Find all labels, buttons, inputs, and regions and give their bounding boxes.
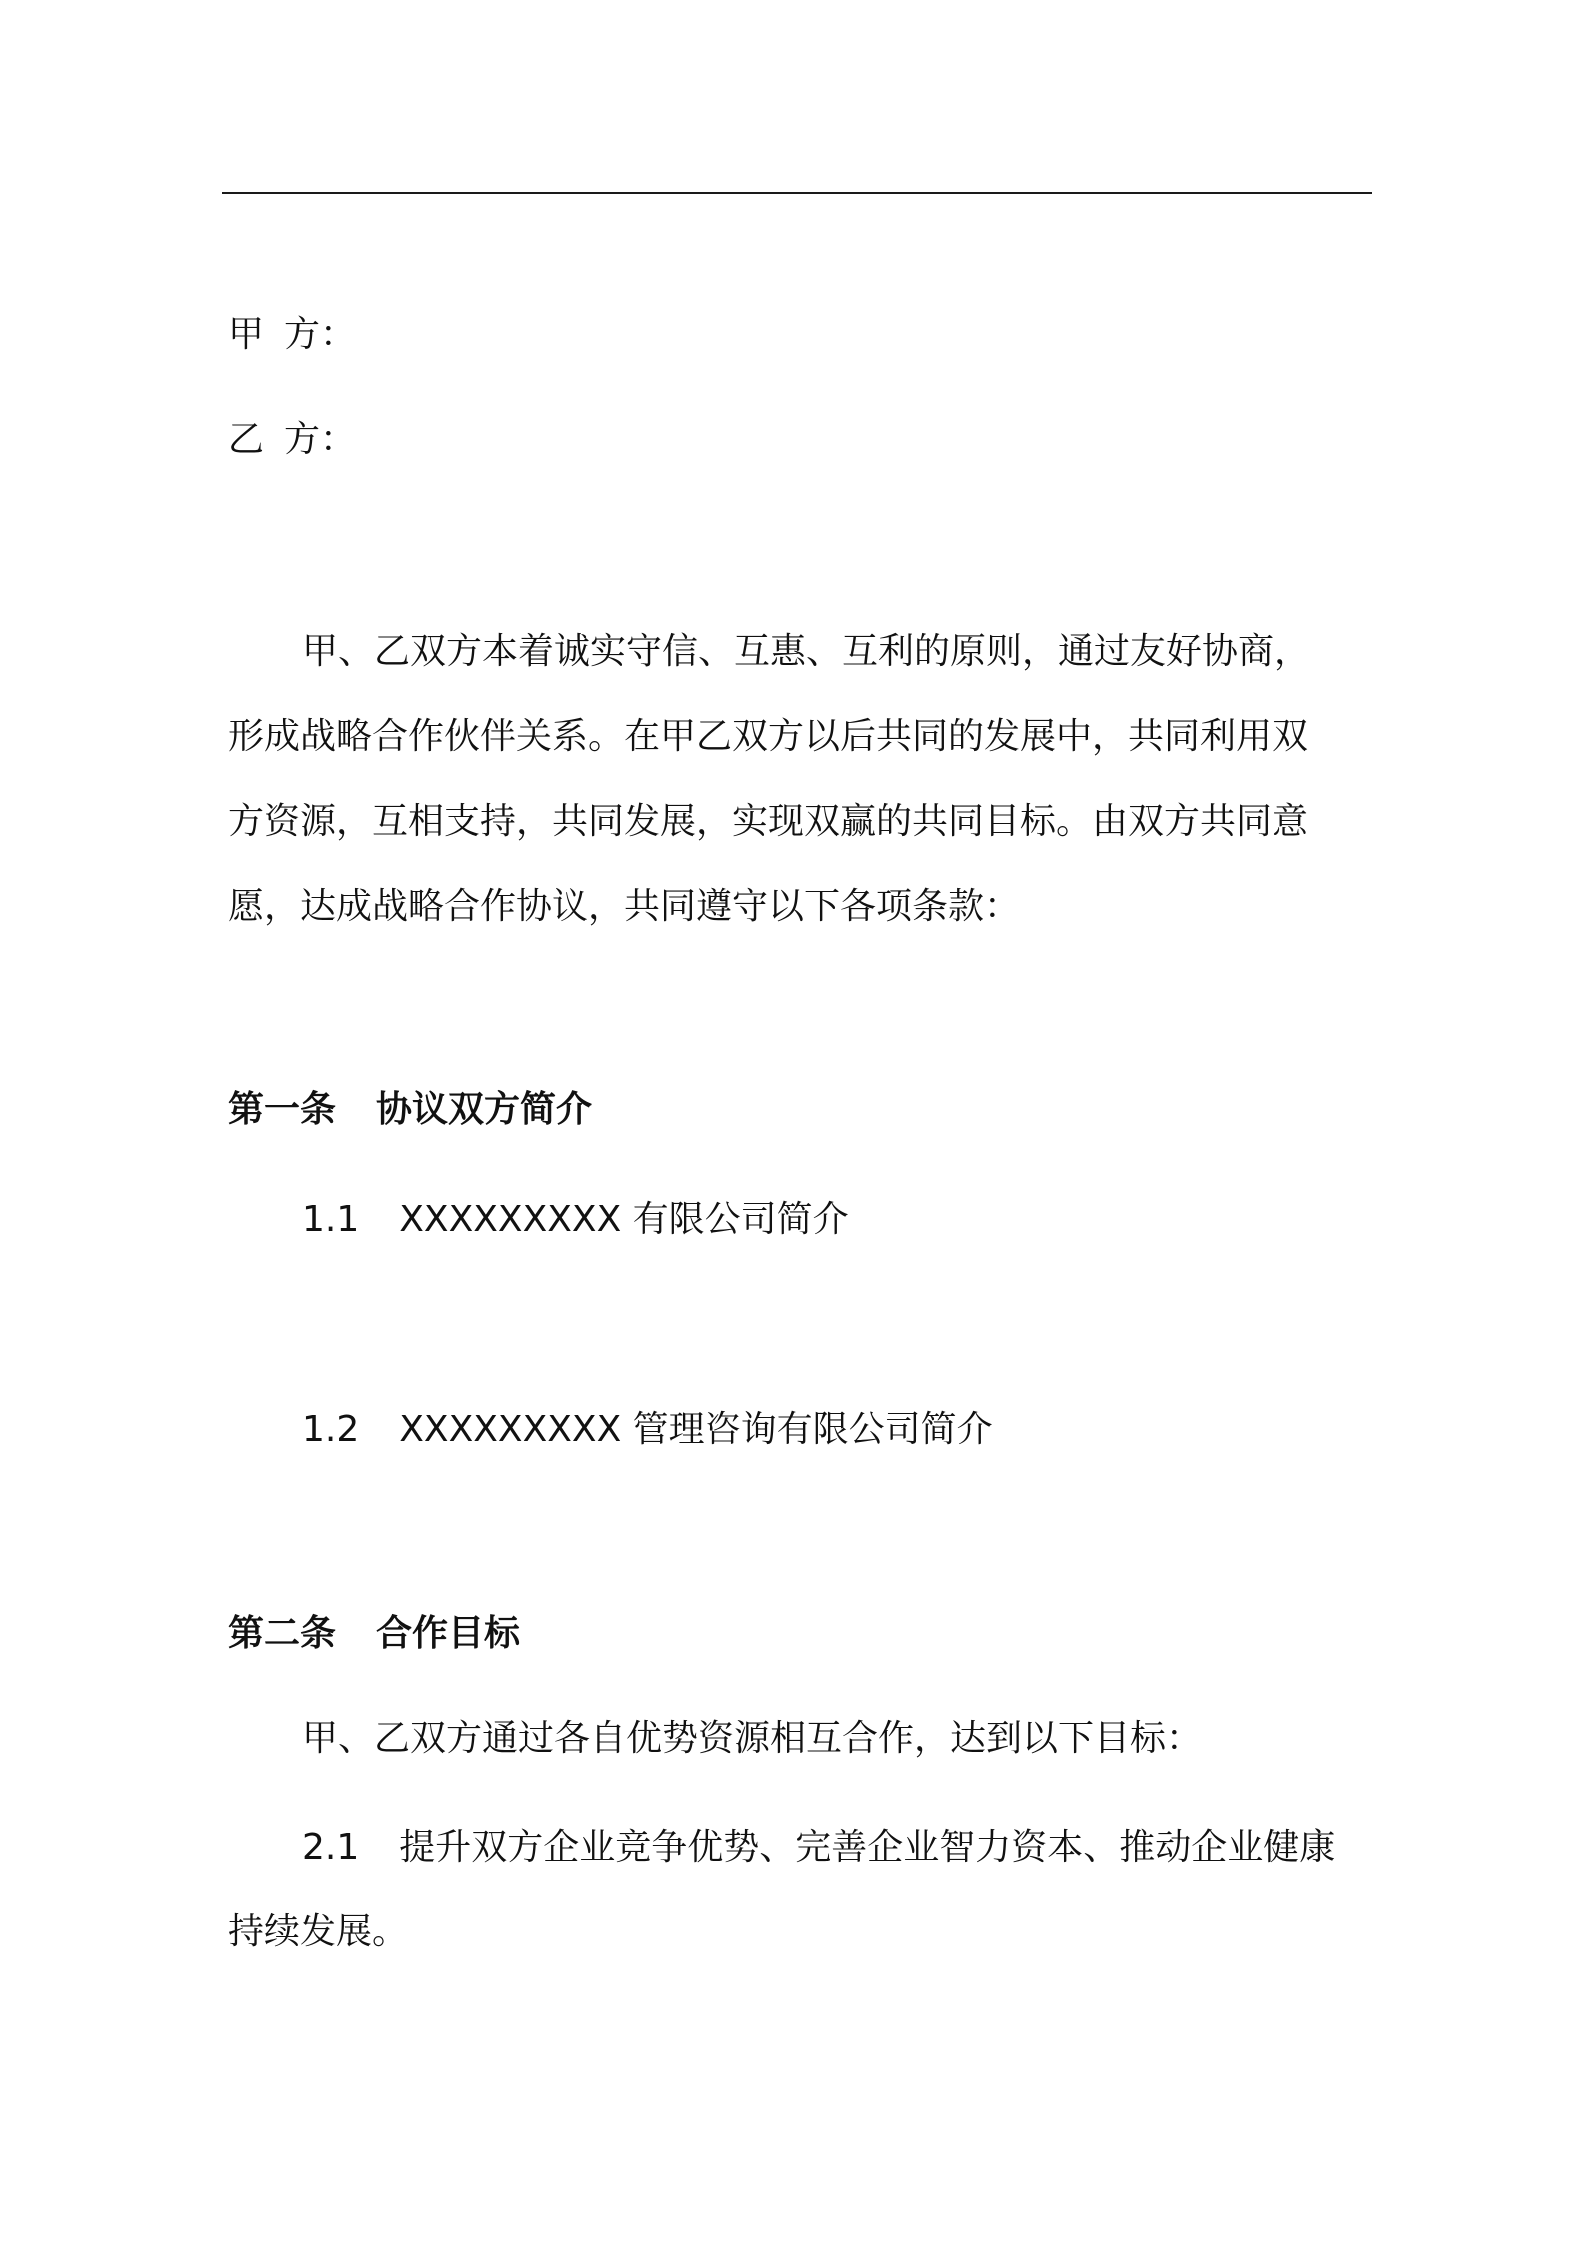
item-text: XXXXXXXXX 管理咨询有限公司简介	[399, 1409, 993, 1450]
article-1-number: 第一条	[228, 1089, 337, 1130]
party-b-suffix: 方：	[284, 419, 357, 460]
intro-line-4: 愿，达成战略合作协议，共同遵守以下各项条款：	[228, 886, 1021, 927]
item-text: XXXXXXXXX 有限公司简介	[399, 1199, 849, 1240]
party-a-label: 甲	[228, 314, 265, 355]
header-rule	[222, 192, 1372, 194]
article-2-item-1-continued: 持续发展。	[228, 1911, 409, 1952]
item-number: 2.1	[302, 1827, 360, 1868]
article-2-intro: 甲、乙双方通过各自优势资源相互合作，达到以下目标：	[302, 1718, 1203, 1759]
article-2-item-1	[302, 1826, 1335, 1870]
party-b-line	[228, 418, 356, 462]
item-text: 提升双方企业竞争优势、完善企业智力资本、推动企业健康	[399, 1827, 1336, 1868]
article-2-heading	[228, 1612, 520, 1656]
article-1-item-1	[302, 1198, 849, 1242]
article-2-title: 合作目标	[376, 1613, 521, 1654]
article-1-title: 协议双方简介	[376, 1089, 593, 1130]
article-1-item-2	[302, 1408, 993, 1452]
item-number: 1.1	[302, 1199, 360, 1240]
party-a-line	[228, 313, 356, 357]
intro-line-3: 方资源，互相支持，共同发展，实现双赢的共同目标。由双方共同意	[228, 801, 1309, 842]
intro-line-2: 形成战略合作伙伴关系。在甲乙双方以后共同的发展中，共同利用双	[228, 716, 1309, 757]
intro-line-1: 甲、乙双方本着诚实守信、互惠、互利的原则，通过友好协商，	[302, 631, 1311, 672]
item-number: 1.2	[302, 1409, 360, 1450]
article-1-heading	[228, 1088, 592, 1132]
party-b-label: 乙	[228, 419, 265, 460]
party-a-suffix: 方：	[284, 314, 357, 355]
article-2-number: 第二条	[228, 1613, 337, 1654]
